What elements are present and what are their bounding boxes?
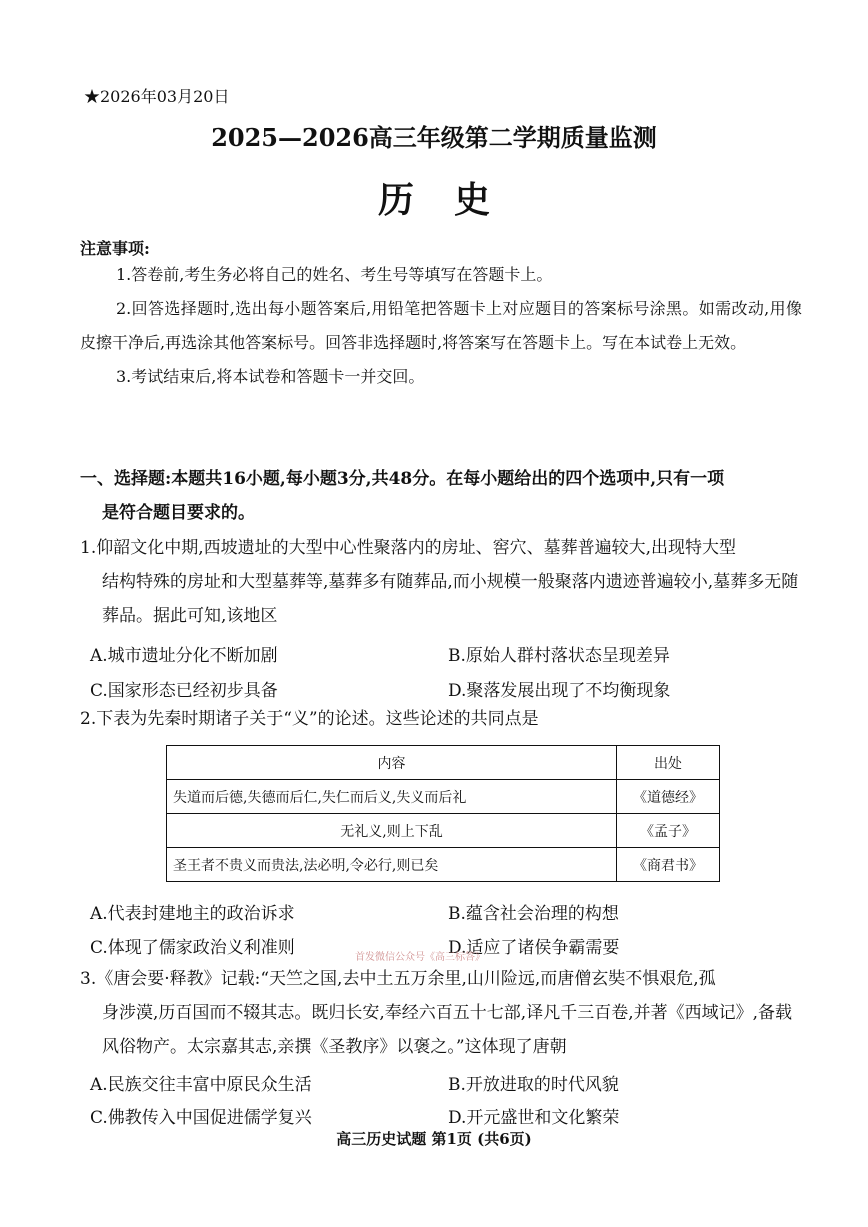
exam-date: ★2026年03月20日 [84, 87, 230, 106]
table-row [167, 780, 720, 814]
question-stem: 3.《唐会要·释教》记载:“天竺之国,去中土五万余里,山川险远,而唐僧玄奘不惧艰危,孤 [80, 969, 716, 989]
table-cell: 失道而后德,失德而后仁,失仁而后义,失义而后礼 [167, 780, 617, 814]
option-d: D.开元盛世和文化繁荣 [448, 1108, 620, 1128]
exam-title: 2025—2026高三年级第二学期质量监测 [211, 123, 657, 152]
option-c: C.体现了儒家政治义利准则 [90, 938, 295, 958]
table-row [167, 848, 720, 882]
notice-item: 1.答卷前,考生务必将自己的姓名、考生号等填写在答题卡上。 [116, 265, 553, 284]
option-a: A.城市遗址分化不断加剧 [90, 646, 278, 666]
question-stem-cont: 结构特殊的房址和大型墓葬等,墓葬多有随葬品,而小规模一般聚落内遗迹普遍较小,墓葬多无随葬品。据此可知,该地区 [102, 572, 799, 626]
question-3 [80, 962, 802, 1064]
option-a: A.民族交往丰富中原民众生活 [90, 1075, 312, 1095]
section-heading [80, 462, 805, 530]
watermark: 首发微信公众号《高三标答》 [355, 952, 485, 963]
source-table [166, 745, 720, 882]
section-line: 一、选择题:本题共16小题,每小题3分,共48分。在每小题给出的四个选项中,只有一项 [80, 469, 725, 489]
notice-heading: 注意事项: [80, 239, 150, 258]
notice-item: 3.考试结束后,将本试卷和答题卡一并交回。 [116, 367, 425, 386]
option-b: B.原始人群村落状态呈现差异 [448, 646, 670, 666]
subject-title: 历史 [377, 179, 530, 221]
question-stem: 1.仰韶文化中期,西坡遗址的大型中心性聚落内的房址、窖穴、墓葬普遍较大,出现特大型 [80, 538, 737, 558]
question-stem-cont: 身涉漠,历百国而不辍其志。既归长安,奉经六百五十七部,译凡千三百卷,并著《西域记》,备载风俗物产。太宗嘉其志,亲撰《圣教序》以褒之。”这体现了唐朝 [102, 1003, 793, 1057]
option-d: D.适应了诸侯争霸需要 [448, 938, 620, 958]
option-d: D.聚落发展出现了不均衡现象 [448, 681, 671, 701]
question-stem: 2.下表为先秦时期诸子关于“义”的论述。这些论述的共同点是 [80, 709, 539, 729]
table-cell: 《道德经》 [617, 780, 720, 814]
table-header: 出处 [617, 746, 720, 780]
table-header: 内容 [167, 746, 617, 780]
section-line: 是符合题目要求的。 [102, 503, 255, 523]
table-cell: 《商君书》 [617, 848, 720, 882]
option-a: A.代表封建地主的政治诉求 [90, 904, 295, 924]
table-cell: 无礼义,则上下乱 [167, 814, 617, 848]
table-header-row [167, 746, 720, 780]
question-1 [80, 531, 802, 633]
option-b: B.蕴含社会治理的构想 [448, 904, 619, 924]
table-cell: 《孟子》 [617, 814, 720, 848]
notice-list [80, 258, 802, 394]
page-footer: 高三历史试题 第1页 (共6页) [336, 1130, 532, 1148]
table-cell: 圣王者不贵义而贵法,法必明,令必行,则已矣 [167, 848, 617, 882]
table-row [167, 814, 720, 848]
question-2 [80, 702, 802, 736]
notice-item: 2.回答选择题时,选出每小题答案后,用铅笔把答题卡上对应题目的答案标号涂黑。如需改动,用像皮擦干净后,再选涂其他答案标号。回答非选择题时,将答案写在答题卡上。写在本试卷上无效。 [80, 299, 802, 352]
option-b: B.开放进取的时代风貌 [448, 1075, 619, 1095]
option-c: C.佛教传入中国促进儒学复兴 [90, 1108, 312, 1128]
option-c: C.国家形态已经初步具备 [90, 681, 278, 701]
